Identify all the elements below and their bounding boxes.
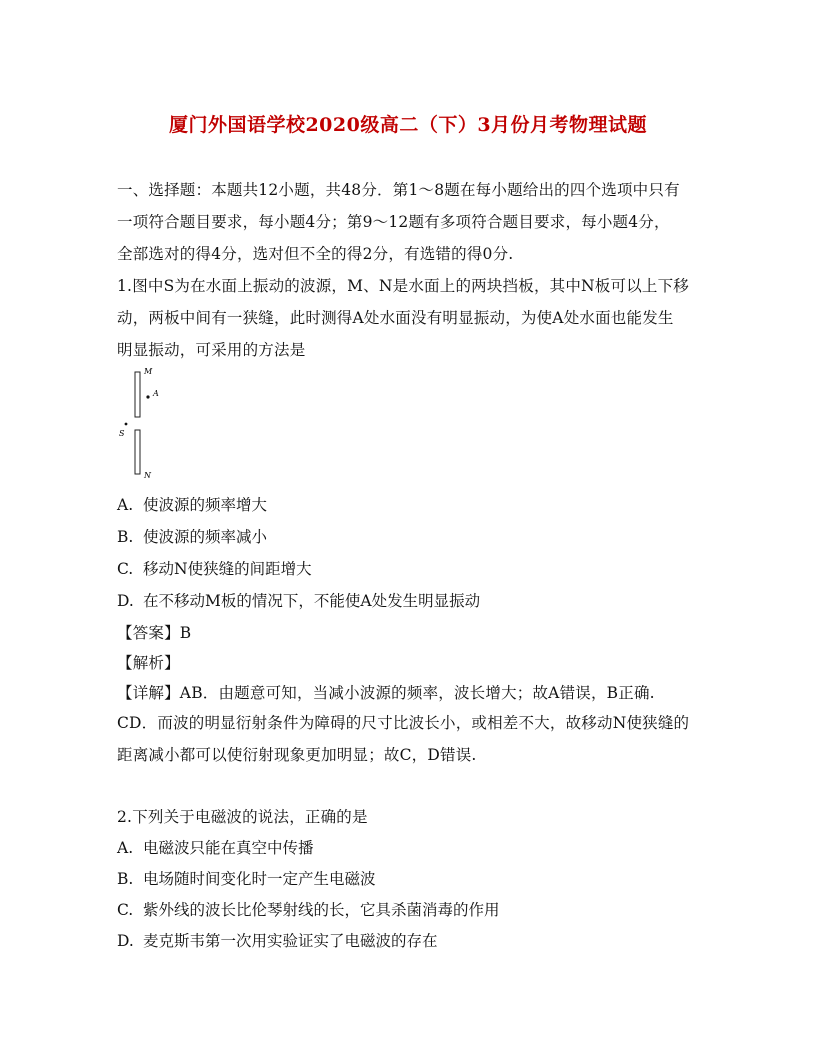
q2-stem: 2.下列关于电磁波的说法，正确的是 (117, 808, 368, 826)
q1-detail-line-3: 距离减小都可以使衍射现象更加明显；故C，D错误. (117, 746, 477, 764)
q1-detail-line-1: 【详解】AB．由题意可知，当减小波源的频率，波长增大；故A错误，B正确. (117, 684, 655, 702)
option-label: B. (117, 528, 134, 546)
source-s-dot (125, 423, 128, 426)
q1-figure (112, 362, 172, 482)
option-text: 麦克斯韦第一次用实验证实了电磁波的存在 (143, 932, 438, 950)
q2-option-c (117, 898, 500, 920)
label-s: S (119, 429, 125, 438)
label-m: M (144, 367, 153, 376)
q1-stem-line-3: 明显振动，可采用的方法是 (117, 341, 306, 359)
q2-option-a (117, 836, 314, 858)
q1-option-a (117, 493, 267, 515)
point-a-dot (146, 395, 149, 398)
option-label: C. (117, 901, 134, 919)
option-label: C. (117, 560, 134, 578)
option-label: A. (117, 496, 134, 514)
label-n: N (144, 471, 151, 480)
q2-option-d (117, 929, 438, 951)
option-text: 移动N使狭缝的间距增大 (143, 560, 312, 578)
section-instructions-line-1: 一、选择题：本题共12小题，共48分．第1～8题在每小题给出的四个选项中只有 (117, 181, 680, 199)
q1-option-d (117, 589, 480, 611)
option-label: B. (117, 870, 134, 888)
page-title: 厦门外国语学校2020级高二（下）3月份月考物理试题 (168, 114, 648, 136)
q1-stem-line-2: 动，两板中间有一狭缝，此时测得A处水面没有明显振动，为使A处水面也能发生 (117, 309, 674, 327)
option-label: D. (117, 592, 134, 610)
option-text: 电场随时间变化时一定产生电磁波 (143, 870, 376, 888)
q1-option-b (117, 525, 267, 547)
q1-option-c (117, 557, 312, 579)
option-text: 在不移动M板的情况下，不能使A处发生明显振动 (143, 592, 481, 610)
q2-option-b (117, 867, 376, 889)
section-instructions-line-2: 一项符合题目要求，每小题4分；第9～12题有多项符合题目要求，每小题4分， (117, 213, 670, 231)
q1-stem-line-1: 1.图中S为在水面上振动的波源，M、N是水面上的两块挡板，其中N板可以上下移 (117, 277, 690, 295)
option-label: A. (117, 839, 134, 857)
option-text: 电磁波只能在真空中传播 (143, 839, 314, 857)
q1-answer: 【答案】B (117, 624, 192, 642)
label-a: A (153, 389, 159, 398)
option-text: 使波源的频率减小 (143, 528, 268, 546)
option-label: D. (117, 932, 134, 950)
barrier-m (135, 372, 140, 417)
option-text: 使波源的频率增大 (143, 496, 268, 514)
q1-analysis-label: 【解析】 (117, 654, 180, 672)
section-instructions-line-3: 全部选对的得4分，选对但不全的得2分，有选错的得0分. (117, 245, 514, 263)
option-text: 紫外线的波长比伦琴射线的长，它具杀菌消毒的作用 (143, 901, 500, 919)
barrier-n (135, 430, 140, 474)
q1-detail-line-2: CD．而波的明显衍射条件为障碍的尺寸比波长小，或相差不大，故移动N使狭缝的 (117, 714, 690, 732)
